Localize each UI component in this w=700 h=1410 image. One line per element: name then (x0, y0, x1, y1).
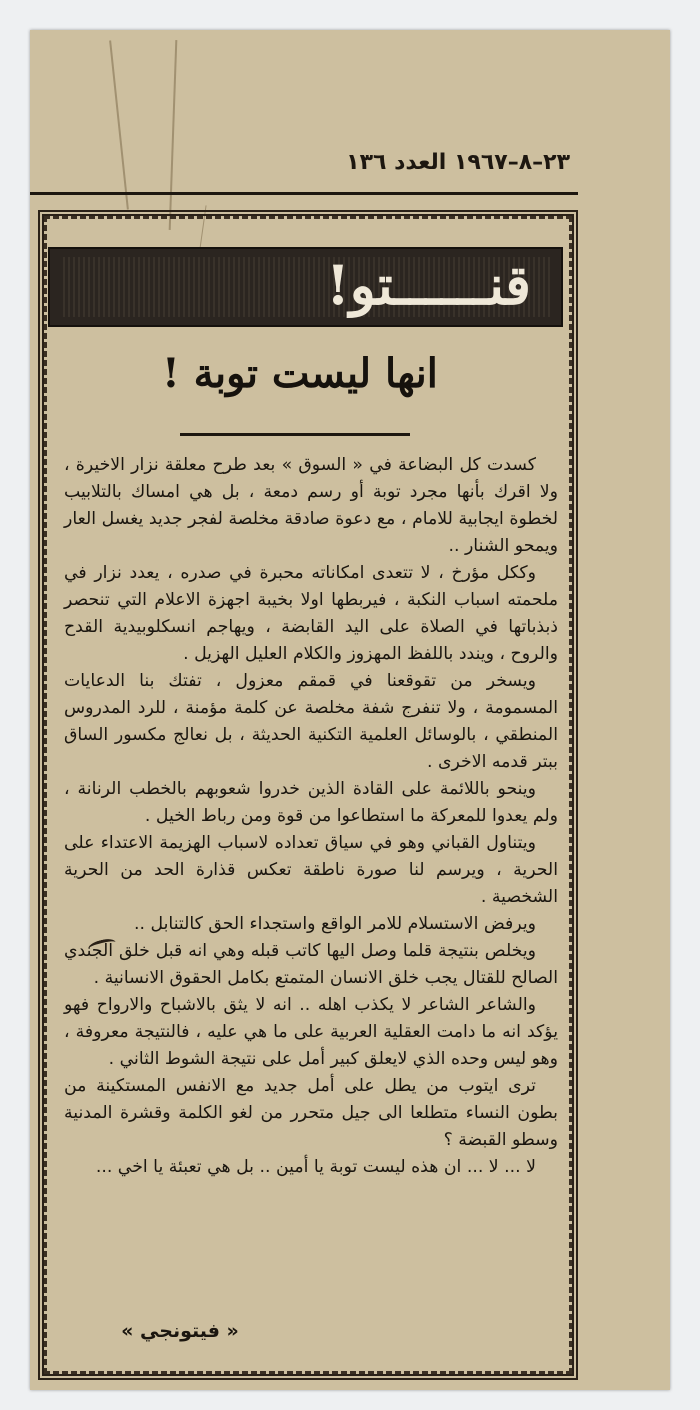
column-banner (48, 247, 563, 327)
article-headline: انها ليست توبة ! (162, 350, 438, 397)
article-paragraph: لا ... لا ... ان هذه ليست توبة يا أمين .. بل هي تعبئة يا اخي ... (95, 1157, 536, 1177)
article-paragraph: والشاعر الشاعر لا يكذب اهله .. انه لا يثق بالاشباح والارواح فهو يؤكد انه ما دامت العقلية العربية على ما هي عليه ، فالنتيجة معروفة ، وهو ليس وحده الذي لايعلق كبير أمل على نتيجة الشوط الثاني . (64, 995, 558, 1069)
headline-rule (180, 433, 410, 436)
article-paragraph: ويسخر من تقوقعنا في قمقم معزول ، تفتك بنا الدعايات المسمومة ، ولا تنفرج شفة مخلصة عن كلمة مؤمنة ، للرد المدروس المنطقي ، بالوسائل العلمية التكنية الحديثة ، بل نعالج مكسور الساق ببتر قدمه الاخرى . (64, 671, 558, 772)
article-paragraph: وينحو باللائمة على القادة الذين خدروا شعوبهم بالخطب الرنانة ، ولم يعدوا للمعركة ما استطاعوا من قوة ومن رباط الخيل . (64, 779, 558, 826)
article-paragraph: ويرفض الاستسلام للامر الواقع واستجداء الحق كالتنابل .. (134, 914, 536, 934)
article-paragraph: كسدت كل البضاعة في « السوق » بعد طرح معلقة نزار الاخيرة ، ولا اقرك بأنها مجرد توبة أو رسم دمعة ، بل هي امساك بالتلابيب لخطوة ايجابية للامام ، مع دعوة صادقة مخلصة لفجر جديد يغسل العار ويمحو الشنار .. (64, 455, 558, 556)
article-paragraph: ترى ايتوب من يطل على أمل جديد مع الانفس المستكينة من بطون النساء متطلعا الى جيل متحرر من لغو الكلمة وقشرة المدنية وسطو القبضة ؟ (64, 1076, 558, 1150)
article-paragraph: ويخلص بنتيجة قلما وصل اليها كاتب قبله وهي انه قبل خلق الجندي الصالح للقتال يجب خلق الانسان المتمتع بكامل الحقوق الانسانية . (64, 941, 558, 988)
article-body (64, 452, 558, 1181)
author-signature: « فيتونجي » (121, 1320, 239, 1342)
article-paragraph: وككل مؤرخ ، لا تتعدى امكاناته محبرة في صدره ، يعدد نزار في ملحمته اسباب النكبة ، فيربطها اولا بخيبة اجهزة الاعلام التي تنحصر ذبذباتها في الصلاة على اليد القابضة ، ويهاجم انسكلوبيدية القدح والروح ، ويندد باللفظ المهزوز والكلام العليل الهزيل . (64, 563, 558, 664)
article-paragraph: ويتناول القباني وهو في سياق تعداده لاسباب الهزيمة الاعتداء على الحرية ، ويرسم لنا صورة ناطقة تعكس قذارة الحد من الحرية الشخصية . (64, 833, 558, 907)
header-rule (30, 192, 578, 195)
column-title: قنــــــتو! (326, 253, 531, 317)
issue-date: ٢٣–٨–١٩٦٧ العدد ١٣٦ (346, 150, 570, 175)
